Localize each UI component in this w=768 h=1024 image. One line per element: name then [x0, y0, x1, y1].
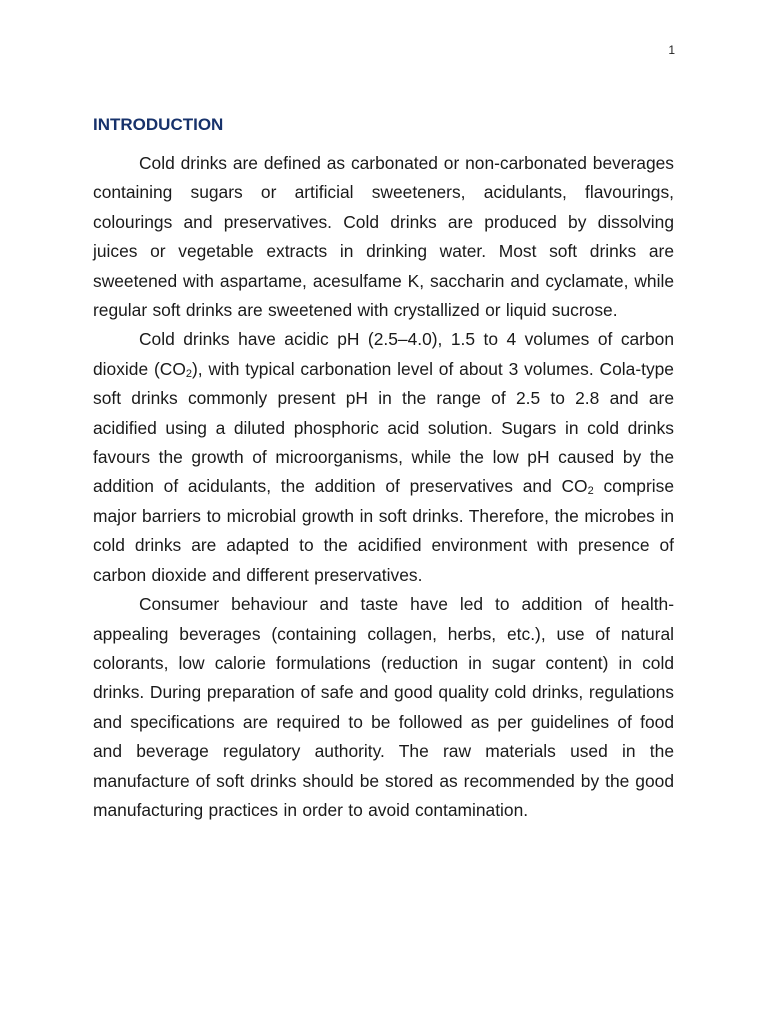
subscript-2: 2	[185, 367, 192, 380]
paragraph-2-text-b: ), with typical carbonation level of about 3 volumes. Cola-type soft drinks commonly present pH in the range of 2.5 to 2.8 and are acidified using a diluted phosphoric acid solution. Sugars in cold drinks favours the growth of microorganisms, while the low pH caused by the addition of acidulants, the addition of preservatives and CO	[93, 358, 674, 497]
section-heading: INTRODUCTION	[93, 115, 224, 134]
paragraph-3: Consumer behaviour and taste have led to addition of health-appealing beverages (containing collagen, herbs, etc.), use of natural colorants, low calorie formulations (reduction in sugar content) in cold drinks. During preparation of safe and good quality cold drinks, regulations and specifications are required to be followed as per guidelines of food and beverage regulatory authority. The raw materials used in the manufacture of soft drinks should be stored as recommended by the good manufacturing practices in order to avoid contamination.	[93, 594, 674, 820]
paragraph-2-text-c: comprise major barriers to microbial growth in soft drinks. Therefore, the microbes in cold drinks are adapted to the acidified environment with presence of carbon dioxide and different preservatives.	[93, 476, 674, 585]
paragraph-2	[93, 325, 674, 590]
document-body	[93, 112, 674, 825]
page-number: 1	[668, 43, 675, 57]
paragraph-2-text-a: Cold drinks have acidic pH (2.5–4.0), 1.5 to 4 volumes of carbon dioxide (CO	[93, 329, 674, 379]
paragraph-1: Cold drinks are defined as carbonated or non-carbonated beverages containing sugars or artificial sweeteners, acidulants, flavourings, colourings and preservatives. Cold drinks are produced by dissolving juices or vegetable extracts in drinking water. Most soft drinks are sweetened with aspartame, acesulfame K, saccharin and cyclamate, while regular soft drinks are sweetened with crystallized or liquid sucrose.	[93, 153, 674, 321]
subscript-2: 2	[587, 485, 594, 498]
